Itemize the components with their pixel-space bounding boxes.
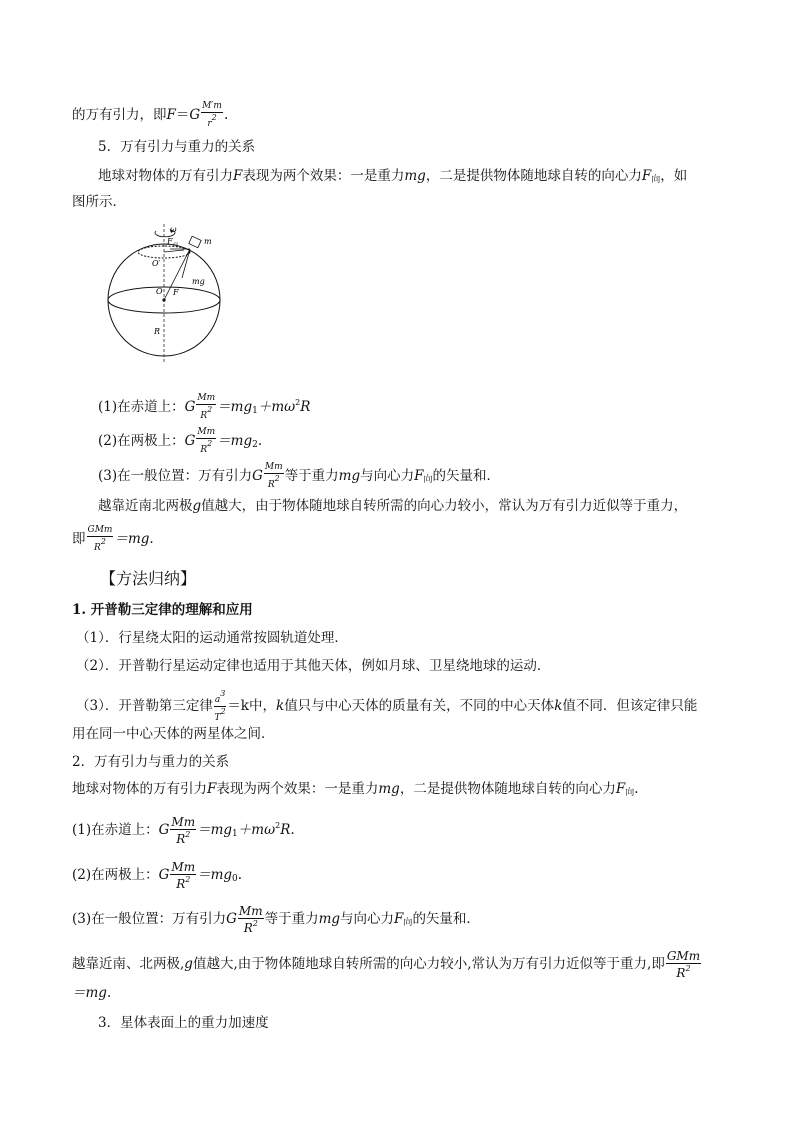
den-exp: 2 (252, 919, 258, 928)
method-paragraph-1 (72, 779, 722, 803)
text: （3）．开普勒第三定律 (76, 698, 213, 714)
den-exp: 2 (220, 707, 226, 716)
text: 值越大,由于物体随地球自转所需的向心力较小,常认为万有引力近似等于重力,即 (192, 956, 665, 972)
method-heading-2: 2．万有引力与重力的关系 (72, 754, 230, 770)
var: F (641, 168, 652, 184)
numerator: Mm (264, 462, 283, 472)
var: G (158, 822, 170, 838)
sec5-paragraph-1-cont: 图所示． (72, 194, 126, 210)
denominator (196, 405, 216, 421)
den-exp: 2 (185, 875, 191, 884)
earth-rotation-figure (100, 222, 230, 372)
denominator (238, 919, 264, 934)
denominator (170, 875, 196, 890)
subscript: 向 (651, 175, 661, 185)
text: (1)在赤道上： (72, 822, 159, 838)
method-list-item-1: （1）．行星绕太阳的运动通常按圆轨道处理． (76, 630, 348, 646)
text: 越靠近南北两极 (98, 498, 193, 514)
method-list-item-3 (76, 690, 722, 723)
text: 地球对物体的万有引力 (98, 168, 233, 184)
label-O-prime: O′ (152, 259, 161, 268)
var: G (184, 399, 196, 415)
expr: ＝mg (217, 399, 253, 415)
subscript: 向 (625, 788, 635, 798)
denominator (170, 830, 196, 845)
text: 表现为两个效果：一是重力 (242, 168, 405, 184)
center-dot (162, 298, 165, 301)
text: 的矢量和． (412, 911, 480, 927)
text: 与向心力 (360, 468, 415, 484)
universal-gravitation-formula-line (72, 102, 722, 129)
sec5-paragraph-3 (98, 496, 722, 516)
text: (3)在一般位置：万有引力 (72, 911, 227, 927)
period: . (634, 781, 639, 797)
den-base: R (676, 966, 686, 980)
label-omega: ω (170, 225, 177, 234)
label-F: F (173, 288, 179, 297)
numerator: Mm (238, 904, 263, 918)
text: 值越大，由于物体随地球自转所需的向心力较小，常认为万有引力近似等于重力， (201, 498, 688, 514)
method-item-equator (72, 816, 722, 845)
exponent: 2 (275, 821, 281, 830)
Fn-base: F (167, 237, 173, 246)
fraction (201, 102, 223, 129)
text: 值不同．但该定律只能 (562, 698, 698, 714)
text: ，如 (660, 168, 688, 184)
sec5-item-equator (98, 393, 722, 421)
var: F (233, 168, 243, 184)
expr: ＝mg (217, 433, 253, 449)
var: F (394, 911, 404, 927)
den-base: T (214, 713, 221, 723)
text: 即 (72, 531, 86, 547)
method-item-poles (72, 861, 722, 890)
method-summary-heading: 【方法归纳】 (100, 569, 197, 588)
Fn-sub: 向 (172, 242, 178, 248)
den-exp: 2 (207, 405, 213, 414)
fraction (170, 861, 196, 890)
den-exp: 2 (274, 474, 280, 483)
period: . (257, 433, 263, 449)
mg-line (182, 249, 190, 278)
numerator: GMm (666, 949, 701, 963)
den-base: R (176, 832, 186, 846)
label-mg: mg (192, 277, 205, 286)
fraction (170, 816, 196, 845)
sec5-item-poles (98, 428, 722, 455)
method-heading-3: 3．星体表面上的重力加速度 (98, 1015, 269, 1031)
numerator: Mm (197, 427, 216, 437)
text: 的万有引力，即 (72, 107, 167, 123)
var: k (554, 698, 563, 714)
numerator: M′m (202, 101, 222, 111)
denominator (196, 439, 216, 455)
method-list-item-3-cont: 用在同一中心天体的两星体之间． (72, 726, 275, 742)
sec5-paragraph-4 (72, 526, 722, 553)
exponent: 2 (295, 398, 301, 407)
text: 等于重力 (284, 468, 339, 484)
subscript: 2 (252, 440, 258, 450)
expr: R (300, 399, 311, 415)
var: F (207, 781, 217, 797)
expr: ＝mg (197, 822, 233, 838)
period: . (223, 107, 229, 123)
numerator: Mm (171, 815, 196, 829)
subscript: 1 (232, 829, 238, 839)
den-base: R (243, 921, 253, 935)
text: (2)在两极上： (72, 867, 159, 883)
var: F (615, 781, 626, 797)
text: 与向心力 (340, 911, 395, 927)
var: k (276, 698, 285, 714)
fraction (264, 463, 284, 490)
text: (1)在赤道上： (98, 399, 185, 415)
var: mg (404, 168, 426, 184)
label-R: R (154, 327, 161, 336)
text: (2)在两极上： (98, 433, 185, 449)
numerator: Mm (171, 860, 196, 874)
expr: ＋mω (237, 822, 276, 838)
numerator: GMm (87, 525, 113, 535)
numerator: Mm (197, 393, 216, 403)
num-exp: 3 (220, 689, 226, 698)
den-base: r (207, 119, 212, 129)
text: 地球对物体的万有引力 (72, 781, 207, 797)
var: G (158, 867, 170, 883)
radius-to-m (164, 250, 184, 252)
text: ，二是提供物体随地球自转的向心力 (399, 781, 616, 797)
den-base: R (200, 411, 208, 421)
var-F: F (166, 107, 176, 123)
var: G (184, 433, 196, 449)
var: F (414, 468, 424, 484)
period: . (237, 867, 243, 883)
sec5-item-general (98, 463, 722, 490)
var: mg (318, 911, 341, 927)
denominator (666, 964, 701, 979)
label-O: O (156, 287, 163, 296)
fraction (238, 905, 264, 934)
denominator (87, 537, 114, 553)
text: 的矢量和． (432, 468, 501, 484)
den-base: R (176, 877, 186, 891)
den-base: R (94, 543, 101, 553)
var: mg (338, 468, 361, 484)
method-list-item-2: （2）．开普勒行星运动定律也适用于其他天体，例如月球、卫星绕地球的运动． (76, 658, 551, 674)
text: ，二是提供物体随地球自转的向心力 (425, 168, 642, 184)
text: 越靠近南、北两极, (72, 956, 185, 972)
subscript: 向 (403, 918, 413, 928)
expr: ＝mg (197, 867, 233, 883)
var: mg (378, 781, 400, 797)
var: g (184, 956, 193, 972)
den-exp: 2 (185, 830, 191, 839)
equals: ＝ (175, 107, 190, 123)
den-exp: 2 (207, 439, 213, 448)
text: 等于重力 (264, 911, 319, 927)
num-base: a (214, 695, 221, 705)
sec5-paragraph-1 (98, 166, 722, 190)
text: 值只与中心天体的质量有关，不同的中心天体 (284, 698, 555, 714)
denominator (201, 113, 223, 129)
fraction (196, 428, 216, 455)
text: 表现为两个效果：一是重力 (216, 781, 379, 797)
expr: ＝mg. (114, 531, 154, 547)
subscript: 向 (423, 475, 433, 485)
subscript: 0 (232, 874, 238, 884)
var: G (226, 911, 237, 927)
numerator (214, 690, 226, 707)
expr: ＋mω (257, 399, 296, 415)
var: g (192, 498, 202, 514)
section-5-title: 5．万有引力与重力的关系 (98, 139, 256, 155)
method-heading-1: 1. 开普勒三定律的理解和应用 (72, 602, 253, 618)
den-base: R (200, 445, 208, 455)
mass-block (189, 236, 201, 247)
method-paragraph-2-cont: ＝mg. (72, 985, 112, 1001)
subscript: 1 (252, 406, 258, 416)
den-exp: 2 (211, 113, 217, 122)
denominator (264, 474, 284, 490)
den-exp: 2 (100, 537, 106, 546)
den-exp: 2 (685, 964, 691, 973)
method-item-general (72, 905, 722, 934)
text: (3)在一般位置：万有引力 (98, 468, 253, 484)
var-G: G (189, 107, 201, 123)
denominator (214, 707, 226, 723)
text: ＝k中， (227, 698, 276, 714)
label-m: m (204, 237, 212, 246)
fraction (214, 690, 226, 723)
label-Fn (166, 237, 179, 248)
var: G (252, 468, 263, 484)
fraction (666, 950, 701, 979)
fraction (196, 394, 216, 421)
method-paragraph-2 (72, 950, 722, 979)
den-base: R (267, 480, 275, 490)
expr: R. (280, 822, 295, 838)
fraction (87, 526, 114, 553)
